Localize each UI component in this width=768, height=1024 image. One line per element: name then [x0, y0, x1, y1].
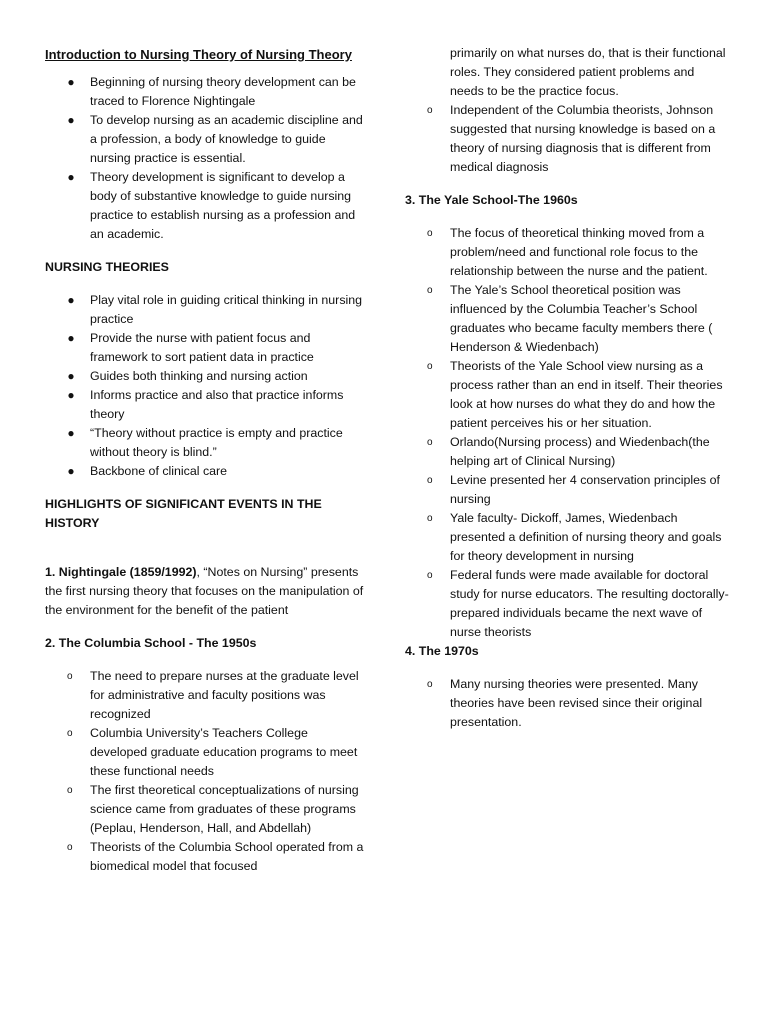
- list-item-text: Backbone of clinical care: [90, 464, 228, 478]
- list-item-text: Theorists of the Yale School view nursing as a process rather than an end in itself. Their theories look at how nurses do what they do and how the patient perceives his or her situation.: [450, 359, 723, 430]
- list-item-text: Informs practice and also that practice informs theory: [90, 388, 344, 421]
- bullet-dot-icon: ●: [67, 388, 75, 402]
- bullet-circle-icon: o: [427, 228, 433, 239]
- bullet-circle-icon: o: [427, 570, 433, 581]
- document-title: Introduction to Nursing Theory of Nursing Theory: [45, 47, 352, 62]
- bullet-dot-icon: ●: [67, 170, 75, 184]
- list-item: [45, 386, 365, 424]
- bullet-dot-icon: ●: [67, 293, 75, 307]
- list-item-text: Levine presented her 4 conservation principles of nursing: [450, 473, 721, 506]
- nursing-theories-list: [45, 291, 365, 481]
- list-item-text: Independent of the Columbia theorists, Johnson suggested that nursing knowledge is based on a theory of nursing diagnosis that is different from medical diagnosis: [450, 103, 716, 174]
- list-item: [405, 281, 730, 357]
- bullet-dot-icon: ●: [67, 369, 75, 383]
- list-item-text: The focus of theoretical thinking moved from a problem/need and functional role focus to the relationship between the nurse and the patient.: [450, 226, 708, 278]
- intro-bullet-list: [45, 73, 365, 244]
- list-item: [45, 329, 365, 367]
- list-item: [45, 462, 365, 481]
- columbia-list-continued: [405, 44, 730, 177]
- list-item: [45, 291, 365, 329]
- list-item: [405, 224, 730, 281]
- bullet-circle-icon: o: [427, 513, 433, 524]
- list-item-text: primarily on what nurses do, that is their functional roles. They considered patient problems and needs to be the practice focus.: [450, 46, 726, 98]
- bullet-circle-icon: o: [427, 679, 433, 690]
- columbia-heading: 2. The Columbia School - The 1950s: [45, 636, 257, 650]
- bullet-circle-icon: o: [427, 475, 433, 486]
- list-item: [405, 101, 730, 177]
- bullet-circle-icon: o: [67, 785, 73, 796]
- list-item: [45, 367, 365, 386]
- nursing-theories-heading: NURSING THEORIES: [45, 260, 169, 274]
- list-item: [45, 781, 365, 838]
- list-item: [405, 357, 730, 433]
- left-column: [45, 45, 365, 876]
- list-item-text: Provide the nurse with patient focus and framework to sort patient data in practice: [90, 331, 314, 364]
- right-column: [405, 44, 730, 732]
- bullet-circle-icon: o: [67, 671, 73, 682]
- list-item-text: The first theoretical conceptualizations of nursing science came from graduates of these programs (Peplau, Henderson, Hall, and Abdellah): [90, 783, 359, 835]
- seventies-list: [405, 675, 730, 732]
- list-item: [405, 433, 730, 471]
- yale-list: [405, 224, 730, 642]
- list-item: [45, 667, 365, 724]
- list-item-text: The Yale’s School theoretical position was influenced by the Columbia Teacher’s School graduates who became faculty members there ( Henderson & Wiedenbach): [450, 283, 713, 354]
- columbia-list: [45, 667, 365, 876]
- list-item: [405, 44, 730, 101]
- bullet-circle-icon: o: [67, 728, 73, 739]
- list-item: [45, 111, 365, 168]
- bullet-circle-icon: o: [67, 842, 73, 853]
- list-item-text: Orlando(Nursing process) and Wiedenbach(the helping art of Clinical Nursing): [450, 435, 710, 468]
- list-item-text: “Theory without practice is empty and practice without theory is blind.”: [90, 426, 343, 459]
- nightingale-label: 1. Nightingale (1859/1992): [45, 565, 197, 579]
- list-item-text: Federal funds were made available for doctoral study for nurse educators. The resulting doctorally-prepared individuals became the next wave of nurse theorists: [450, 568, 729, 639]
- list-item-text: Theory development is significant to develop a body of substantive knowledge to guide nursing practice to establish nursing as a profession and an academic.: [90, 170, 356, 241]
- list-item-text: Beginning of nursing theory development can be traced to Florence Nightingale: [90, 75, 356, 108]
- bullet-dot-icon: ●: [67, 331, 75, 345]
- bullet-dot-icon: ●: [67, 464, 75, 478]
- list-item-text: Guides both thinking and nursing action: [90, 369, 308, 383]
- list-item: [405, 675, 730, 732]
- list-item: [405, 509, 730, 566]
- bullet-dot-icon: ●: [67, 75, 75, 89]
- list-item-text: Many nursing theories were presented. Many theories have been revised since their original presentation.: [450, 677, 703, 729]
- bullet-circle-icon: o: [427, 437, 433, 448]
- list-item: [405, 471, 730, 509]
- list-item: [45, 168, 365, 244]
- list-item-text: Yale faculty- Dickoff, James, Wiedenbach presented a definition of nursing theory and goals for theory development in nursing: [450, 511, 722, 563]
- nightingale-text: , “Notes on Nursing” presents the first nursing theory that focuses on the manipulation of the environment for the benefit of the patient: [45, 565, 364, 617]
- bullet-dot-icon: ●: [67, 113, 75, 127]
- list-item: [405, 566, 730, 642]
- bullet-circle-icon: o: [427, 361, 433, 372]
- bullet-dot-icon: ●: [67, 426, 75, 440]
- list-item: [45, 73, 365, 111]
- list-item-text: The need to prepare nurses at the graduate level for administrative and faculty positions was recognized: [90, 669, 359, 721]
- list-item-text: Play vital role in guiding critical thinking in nursing practice: [90, 293, 363, 326]
- list-item: [45, 424, 365, 462]
- list-item-text: Columbia University’s Teachers College developed graduate education programs to meet these functional needs: [90, 726, 358, 778]
- list-item-text: To develop nursing as an academic discipline and a profession, a body of knowledge to guide nursing practice is essential.: [90, 113, 363, 165]
- nightingale-paragraph: [45, 563, 365, 620]
- bullet-circle-icon: o: [427, 285, 433, 296]
- bullet-circle-icon: o: [427, 105, 433, 116]
- list-item-text: Theorists of the Columbia School operated from a biomedical model that focused: [90, 840, 364, 873]
- seventies-heading: 4. The 1970s: [405, 644, 479, 658]
- yale-heading: 3. The Yale School-The 1960s: [405, 193, 578, 207]
- highlights-heading: HIGHLIGHTS OF SIGNIFICANT EVENTS IN THE HISTORY: [45, 497, 322, 530]
- list-item: [45, 724, 365, 781]
- list-item: [45, 838, 365, 876]
